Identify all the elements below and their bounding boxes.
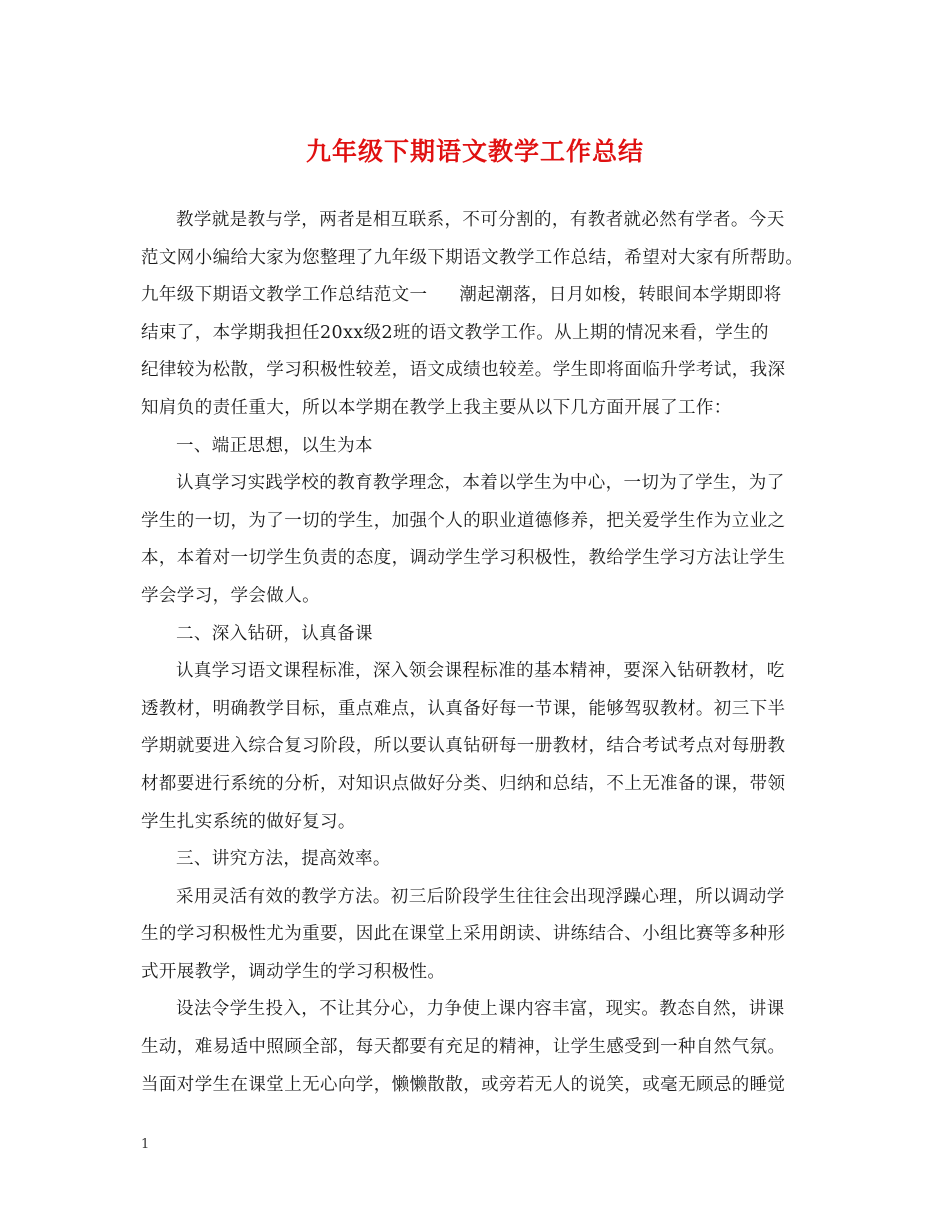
section-heading-1: 一、端正思想，以生为本 xyxy=(176,435,373,456)
section-heading-2: 二、深入钻研，认真备课 xyxy=(176,623,373,644)
body-line: 学会学习，学会做人。 xyxy=(141,585,320,606)
body-line: 材都要进行系统的分析，对知识点做好分类、归纳和总结，不上无准备的课，带领 xyxy=(141,773,786,794)
body-line: 式开展教学，调动学生的学习积极性。 xyxy=(141,961,446,982)
body-line: 学期就要进入综合复习阶段，所以要认真钻研每一册教材，结合考试考点对每册教 xyxy=(141,736,786,757)
body-line: 认真学习实践学校的教育教学理念，本着以学生为中心，一切为了学生，为了 xyxy=(176,473,785,494)
body-line: 知肩负的责任重大，所以本学期在教学上我主要从以下几方面开展了工作： xyxy=(141,397,732,418)
document-body xyxy=(141,202,813,1104)
body-line: 透教材，明确教学目标，重点难点，认真备好每一节课，能够驾驭教材。初三下半 xyxy=(141,698,786,719)
sample-heading: 九年级下期语文教学工作总结范文一 xyxy=(141,285,428,306)
body-line: 纪律较为松散，学习积极性较差，语文成绩也较差。学生即将面临升学考试，我深 xyxy=(141,360,786,381)
body-line: 结束了，本学期我担任20xx级2班的语文教学工作。从上期的情况来看，学生的 xyxy=(141,322,769,343)
body-line: 学生的一切，为了一切的学生，加强个人的职业道德修养，把关爱学生作为立业之 xyxy=(141,510,786,531)
document-title: 九年级下期语文教学工作总结 xyxy=(305,137,644,166)
body-line: 生的学习积极性尤为重要，因此在课堂上采用朗读、讲练结合、小组比赛等多种形 xyxy=(141,924,786,945)
body-line: 学生扎实系统的做好复习。 xyxy=(141,811,356,832)
body-line: 当面对学生在课堂上无心向学，懒懒散散，或旁若无人的说笑，或毫无顾忌的睡觉 xyxy=(141,1074,786,1095)
body-line: 教学就是教与学，两者是相互联系，不可分割的，有教者就必然有学者。今天 xyxy=(176,210,785,230)
section-heading-3: 三、讲究方法，提高效率。 xyxy=(176,849,391,870)
page-number: 1 xyxy=(141,1137,150,1152)
body-line xyxy=(141,277,813,315)
body-line: 范文网小编给大家为您整理了九年级下期语文教学工作总结，希望对大家有所帮助。 xyxy=(141,247,804,268)
body-line: 设法令学生投入，不让其分心，力争使上课内容丰富，现实。教态自然，讲课 xyxy=(176,999,785,1020)
sample-text: 潮起潮落，日月如梭，转眼间本学期即将 xyxy=(459,285,782,306)
body-line: 认真学习语文课程标准，深入领会课程标准的基本精神，要深入钻研教材，吃 xyxy=(176,661,785,682)
body-line: 生动，难易适中照顾全部，每天都要有充足的精神，让学生感受到一种自然气氛。 xyxy=(141,1037,786,1058)
body-line: 本，本着对一切学生负责的态度，调动学生学习积极性，教给学生学习方法让学生 xyxy=(141,548,786,569)
body-line: 采用灵活有效的教学方法。初三后阶段学生往往会出现浮躁心理，所以调动学 xyxy=(176,886,785,907)
